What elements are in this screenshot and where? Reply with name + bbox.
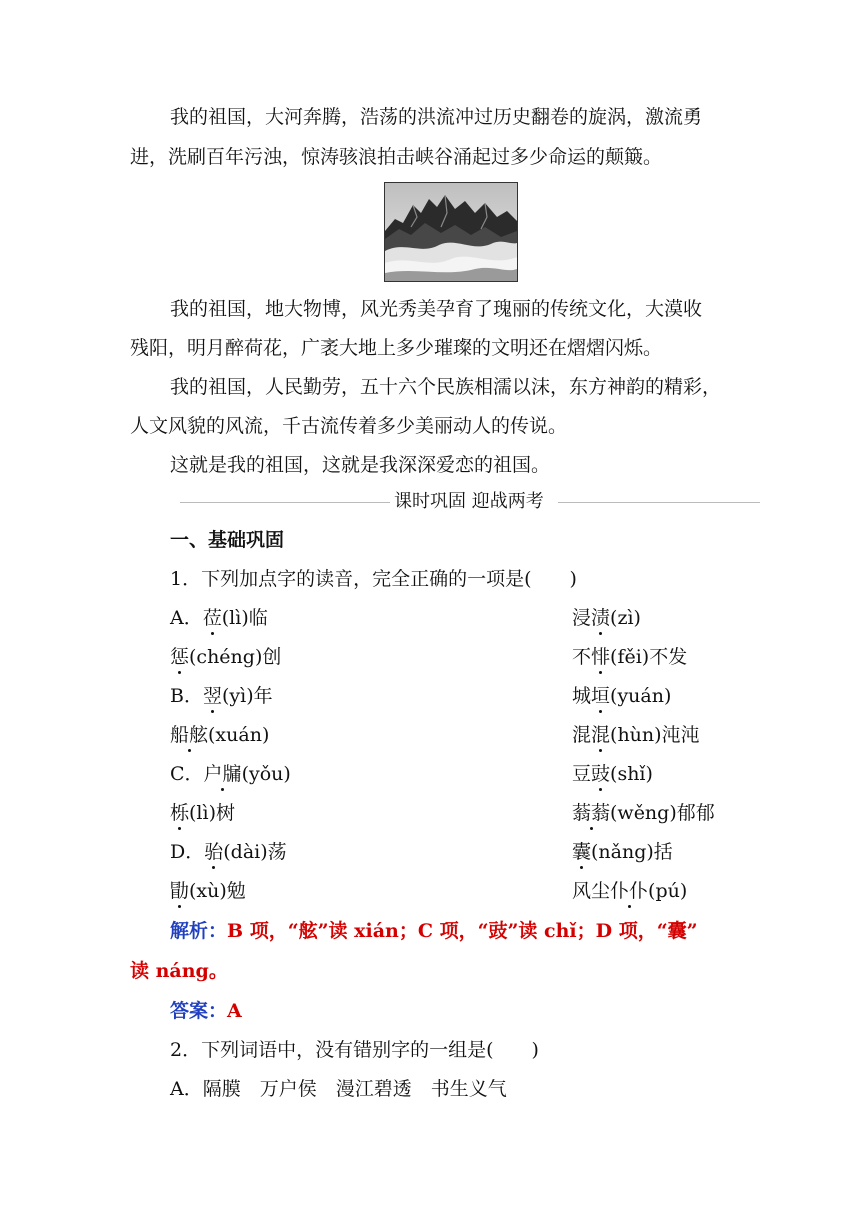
dotted-char: 栎 (170, 802, 190, 824)
q2-option-a: A．隔膜 万户侯 漫江碧透 书生义气 (170, 1078, 507, 1100)
pinyin-text: (wěng)郁郁 (610, 802, 715, 824)
passage-p2-line1: 我的祖国，地大物博，风光秀美孕育了瑰丽的传统文化，大漠收 (170, 298, 703, 320)
q1-row (170, 840, 673, 864)
dotted-char: 惩 (170, 646, 190, 668)
q1-row-col2 (572, 879, 687, 903)
passage-p4-line1: 这就是我的祖国，这就是我深深爱恋的祖国。 (170, 454, 551, 476)
dotted-char: 渍 (591, 607, 611, 629)
section-divider (180, 490, 760, 514)
pinyin-text: (hùn)沌沌 (610, 724, 700, 746)
passage-p3-line2: 人文风貌的风流，千古流传着多少美丽动人的传说。 (130, 415, 568, 437)
passage-p1-line1: 我的祖国，大河奔腾，浩荡的洪流冲过历史翻卷的旋涡，激流勇 (170, 106, 703, 128)
col2-prefix: 浸 (572, 607, 592, 629)
q1-row (170, 684, 672, 708)
mountain-clouds-image (385, 183, 517, 281)
q1-analysis-line1 (170, 919, 698, 943)
q2-stem: 2．下列词语中，没有错别字的一组是( ) (170, 1039, 539, 1061)
q1-row (170, 723, 700, 747)
dotted-char: 勖 (170, 880, 190, 902)
pinyin-text: (fěi)不发 (610, 646, 688, 668)
dotted-char: 莅 (202, 607, 222, 629)
q1-row (170, 606, 641, 630)
pinyin-text: (zì) (610, 607, 641, 629)
q1-row-col2 (572, 840, 673, 864)
q1-row-col2 (572, 684, 671, 708)
dotted-char: 囊 (572, 841, 592, 863)
q1-row (170, 801, 715, 825)
section-title: 一、基础巩固 (170, 529, 285, 551)
q1-answer (170, 999, 242, 1023)
dotted-char: 豉 (591, 763, 611, 785)
dotted-char: 混 (591, 724, 611, 746)
divider-rule-left (180, 502, 390, 503)
dotted-char: 户牖 (203, 763, 242, 785)
pinyin-text: (yǒu) (241, 763, 291, 785)
q1-row-col2 (572, 762, 653, 786)
dotted-char: 翌 (202, 685, 222, 707)
pinyin-text: (chéng)创 (189, 646, 282, 668)
col2-prefix: 不 (572, 646, 592, 668)
pinyin-text: (xuán) (208, 724, 270, 746)
col2-prefix: 豆 (572, 763, 592, 785)
option-prefix: D． (170, 841, 205, 863)
pinyin-text: (shǐ) (610, 763, 653, 785)
option-prefix: A． (170, 607, 203, 629)
col2-prefix: 混 (572, 724, 592, 746)
mountain-photo (384, 182, 518, 282)
dotted-char: 仆仆 (610, 880, 649, 902)
pinyin-text: (nǎng)括 (591, 841, 673, 863)
col2-prefix: 风尘 (572, 880, 611, 902)
q1-analysis-line2: 读 náng。 (130, 960, 228, 982)
q1-row-col2 (572, 801, 715, 825)
pinyin-text: (lì)树 (189, 802, 235, 824)
pinyin-text: (yì)年 (221, 685, 273, 707)
dotted-char: 蓊蓊 (572, 802, 611, 824)
pinyin-text: (dài)荡 (223, 841, 287, 863)
q1-row (170, 879, 688, 903)
q1-stem: 1．下列加点字的读音，完全正确的一项是( ) (170, 568, 577, 590)
dotted-char: 垣 (591, 685, 611, 707)
analysis-text: B 项，“舷”读 xián；C 项，“豉”读 chǐ；D 项，“囊” (227, 920, 698, 942)
divider-label: 课时巩固 迎战两考 (390, 490, 548, 514)
dotted-char: 骀 (204, 841, 224, 863)
pinyin-text: (xù)勉 (189, 880, 246, 902)
passage-p2-line2: 残阳，明月醉荷花，广袤大地上多少璀璨的文明还在熠熠闪烁。 (130, 337, 663, 359)
dotted-char: 悱 (591, 646, 611, 668)
passage-p1-line2: 进，洗刷百年污浊，惊涛骇浪拍击峡谷涌起过多少命运的颠簸。 (130, 146, 663, 168)
q1-row-col2 (572, 606, 641, 630)
passage-p3-line1: 我的祖国，人民勤劳，五十六个民族相濡以沫，东方神韵的精彩， (170, 376, 722, 398)
answer-value: A (227, 1000, 242, 1022)
q1-row (170, 645, 688, 669)
pinyin-text: (lì)临 (221, 607, 268, 629)
q1-row-col2 (572, 723, 700, 747)
col2-prefix: 城 (572, 685, 592, 707)
divider-rule-right (558, 502, 760, 503)
option-prefix: B． (170, 685, 203, 707)
analysis-label: 解析： (170, 920, 228, 942)
pinyin-text: (yuán) (610, 685, 672, 707)
dotted-char: 船舷 (170, 724, 209, 746)
q1-row-col2 (572, 645, 687, 669)
option-prefix: C． (170, 763, 204, 785)
q1-row (170, 762, 653, 786)
pinyin-text: (pú) (648, 880, 688, 902)
answer-label: 答案： (170, 1000, 228, 1022)
